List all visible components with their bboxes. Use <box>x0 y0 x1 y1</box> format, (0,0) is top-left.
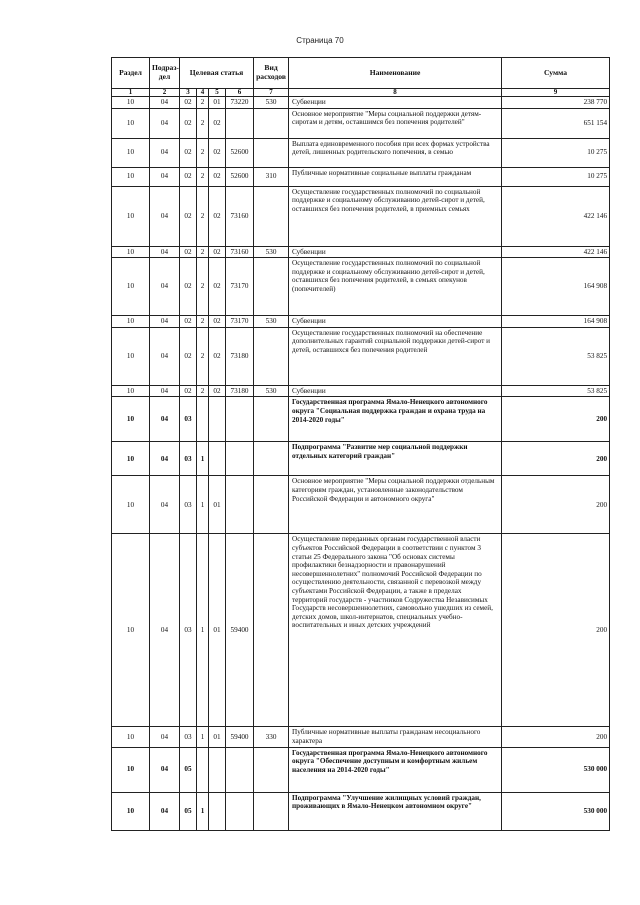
name-cell: Публичные нормативные выплаты гражданам несоциального характера <box>289 727 502 747</box>
event-cell: 02 <box>209 385 226 397</box>
column-number: 3 <box>180 89 197 97</box>
vid-cell <box>254 186 289 246</box>
vid-cell <box>254 747 289 792</box>
podrazdel-cell: 04 <box>150 186 180 246</box>
event-cell <box>209 442 226 476</box>
amount-cell: 200 <box>502 534 610 727</box>
direction-cell: 73170 <box>226 258 254 316</box>
amount-cell: 10 275 <box>502 138 610 167</box>
vid-cell <box>254 327 289 385</box>
subprogram-cell: 2 <box>197 138 209 167</box>
direction-cell: 73170 <box>226 316 254 328</box>
amount-cell: 164 908 <box>502 258 610 316</box>
razdel-cell: 10 <box>112 108 150 138</box>
vid-cell: 530 <box>254 316 289 328</box>
table-row <box>112 727 610 747</box>
event-cell: 02 <box>209 186 226 246</box>
direction-cell: 73180 <box>226 327 254 385</box>
vid-cell <box>254 476 289 534</box>
program-cell: 03 <box>180 397 197 442</box>
amount-cell: 200 <box>502 727 610 747</box>
table-row <box>112 246 610 258</box>
header-razdel: Раздел <box>112 58 150 89</box>
subprogram-cell: 2 <box>197 108 209 138</box>
razdel-cell: 10 <box>112 97 150 109</box>
page-header: Страница 70 <box>296 36 344 45</box>
direction-cell: 73220 <box>226 97 254 109</box>
direction-cell <box>226 108 254 138</box>
name-cell: Основное мероприятие "Меры социальной поддержки отдельным категориям граждан, установленные законодательством Российской Федерации и автономного округа" <box>289 476 502 534</box>
razdel-cell: 10 <box>112 246 150 258</box>
direction-cell: 59400 <box>226 534 254 727</box>
name-cell: Осуществление государственных полномочий на обеспечение дополнительных гарантий социальной поддержки детей-сирот и детей, оставшихся без попечения родителей <box>289 327 502 385</box>
razdel-cell: 10 <box>112 327 150 385</box>
direction-cell: 73160 <box>226 186 254 246</box>
program-cell: 02 <box>180 138 197 167</box>
table-row <box>112 167 610 186</box>
amount-cell: 238 770 <box>502 97 610 109</box>
program-cell: 02 <box>180 108 197 138</box>
amount-cell: 530 000 <box>502 792 610 830</box>
amount-cell: 53 825 <box>502 385 610 397</box>
vid-cell: 530 <box>254 385 289 397</box>
subprogram-cell: 1 <box>197 442 209 476</box>
vid-cell <box>254 442 289 476</box>
program-cell: 02 <box>180 258 197 316</box>
podrazdel-cell: 04 <box>150 258 180 316</box>
name-cell: Подпрограмма "Развитие мер социальной поддержки отдельных категорий граждан" <box>289 442 502 476</box>
name-cell: Осуществление государственных полномочий по социальной поддержке и социальному обслуживанию детей-сирот и детей, оставшихся без попечения родителей, в приемных семьях <box>289 186 502 246</box>
subprogram-cell: 2 <box>197 258 209 316</box>
event-cell: 01 <box>209 534 226 727</box>
name-cell: Субвенции <box>289 316 502 328</box>
column-number: 5 <box>209 89 226 97</box>
vid-cell: 530 <box>254 97 289 109</box>
amount-cell: 200 <box>502 476 610 534</box>
podrazdel-cell: 04 <box>150 97 180 109</box>
header-celevaya-statya: Целевая статья <box>180 58 254 89</box>
subprogram-cell: 2 <box>197 385 209 397</box>
column-number: 6 <box>226 89 254 97</box>
podrazdel-cell: 04 <box>150 792 180 830</box>
vid-cell: 330 <box>254 727 289 747</box>
table-row <box>112 747 610 792</box>
name-cell: Государственная программа Ямало-Ненецкого автономного округа "Социальная поддержка граждан и охрана труда на 2014-2020 годы" <box>289 397 502 442</box>
razdel-cell: 10 <box>112 316 150 328</box>
name-cell: Подпрограмма "Улучшение жилищных условий граждан, проживающих в Ямало-Ненецком автономном округе" <box>289 792 502 830</box>
event-cell <box>209 397 226 442</box>
amount-cell: 651 154 <box>502 108 610 138</box>
podrazdel-cell: 04 <box>150 534 180 727</box>
event-cell: 02 <box>209 316 226 328</box>
header-podrazdel: Подраз- дел <box>150 58 180 89</box>
table-row <box>112 476 610 534</box>
table-row <box>112 792 610 830</box>
budget-table <box>111 57 610 831</box>
subprogram-cell: 2 <box>197 316 209 328</box>
name-cell: Выплата единовременного пособия при всех формах устройства детей, лишенных родительского попечения, в семью <box>289 138 502 167</box>
subprogram-cell: 2 <box>197 246 209 258</box>
header-summa: Сумма <box>502 58 610 89</box>
razdel-cell: 10 <box>112 534 150 727</box>
direction-cell <box>226 397 254 442</box>
name-cell: Осуществление государственных полномочий по социальной поддержке и социальному обслуживанию детей-сирот и детей, оставшихся без попечения родителей, в семьях опекунов (попечителей) <box>289 258 502 316</box>
vid-cell <box>254 258 289 316</box>
razdel-cell: 10 <box>112 397 150 442</box>
podrazdel-cell: 04 <box>150 747 180 792</box>
podrazdel-cell: 04 <box>150 108 180 138</box>
subprogram-cell: 1 <box>197 792 209 830</box>
vid-cell <box>254 534 289 727</box>
program-cell: 03 <box>180 476 197 534</box>
amount-cell: 422 146 <box>502 186 610 246</box>
name-cell: Государственная программа Ямало-Ненецкого автономного округа "Обеспечение доступным и комфортным жильем населения на 2014-2020 годы" <box>289 747 502 792</box>
event-cell: 02 <box>209 138 226 167</box>
event-cell: 01 <box>209 727 226 747</box>
direction-cell: 52600 <box>226 167 254 186</box>
amount-cell: 200 <box>502 442 610 476</box>
razdel-cell: 10 <box>112 258 150 316</box>
amount-cell: 530 000 <box>502 747 610 792</box>
razdel-cell: 10 <box>112 747 150 792</box>
subprogram-cell: 1 <box>197 727 209 747</box>
podrazdel-cell: 04 <box>150 167 180 186</box>
podrazdel-cell: 04 <box>150 246 180 258</box>
table-row <box>112 138 610 167</box>
header-vid-rashodov: Вид расходов <box>254 58 289 89</box>
column-number: 2 <box>150 89 180 97</box>
subprogram-cell: 1 <box>197 476 209 534</box>
header-row <box>112 58 610 89</box>
program-cell: 02 <box>180 316 197 328</box>
amount-cell: 53 825 <box>502 327 610 385</box>
direction-cell <box>226 747 254 792</box>
direction-cell: 52600 <box>226 138 254 167</box>
razdel-cell: 10 <box>112 138 150 167</box>
razdel-cell: 10 <box>112 442 150 476</box>
podrazdel-cell: 04 <box>150 316 180 328</box>
program-cell: 05 <box>180 747 197 792</box>
subprogram-cell: 1 <box>197 534 209 727</box>
podrazdel-cell: 04 <box>150 397 180 442</box>
event-cell: 01 <box>209 476 226 534</box>
event-cell: 02 <box>209 327 226 385</box>
name-cell: Публичные нормативные социальные выплаты гражданам <box>289 167 502 186</box>
program-cell: 05 <box>180 792 197 830</box>
razdel-cell: 10 <box>112 167 150 186</box>
vid-cell: 310 <box>254 167 289 186</box>
table-row <box>112 108 610 138</box>
event-cell <box>209 747 226 792</box>
table-row <box>112 186 610 246</box>
program-cell: 02 <box>180 186 197 246</box>
program-cell: 02 <box>180 246 197 258</box>
podrazdel-cell: 04 <box>150 476 180 534</box>
subprogram-cell: 2 <box>197 97 209 109</box>
table-row <box>112 385 610 397</box>
razdel-cell: 10 <box>112 792 150 830</box>
direction-cell <box>226 476 254 534</box>
header-naimenovanie: Наименование <box>289 58 502 89</box>
podrazdel-cell: 04 <box>150 727 180 747</box>
table-row <box>112 316 610 328</box>
table-row <box>112 534 610 727</box>
table-row <box>112 97 610 109</box>
razdel-cell: 10 <box>112 476 150 534</box>
table-row <box>112 397 610 442</box>
event-cell: 02 <box>209 246 226 258</box>
event-cell: 02 <box>209 167 226 186</box>
event-cell: 02 <box>209 258 226 316</box>
name-cell: Осуществление переданных органам государственной власти субъектов Российской Федерации в соответствии с пунктом 3 статьи 25 Федерального закона "Об основах системы профилактики безнадзорности и правонарушений несовершеннолетних" полномочий Российской Федерации по осуществлению деятельности, связанной с перевозкой между субъектами Российской Федерации, а также в пределах территорий государств - участников Содружества Независимых Государств несовершеннолетних, самовольно ушедших из семей, детских домов, школ-интернатов, специальных учебно-воспитательных и иных детских учреждений <box>289 534 502 727</box>
program-cell: 02 <box>180 327 197 385</box>
subprogram-cell: 2 <box>197 327 209 385</box>
name-cell: Основное мероприятие "Меры социальной поддержки детям-сиротам и детям, оставшимся без попечения родителей" <box>289 108 502 138</box>
subprogram-cell: 2 <box>197 186 209 246</box>
name-cell: Субвенции <box>289 97 502 109</box>
podrazdel-cell: 04 <box>150 442 180 476</box>
vid-cell <box>254 792 289 830</box>
column-number: 4 <box>197 89 209 97</box>
table-body <box>112 97 610 831</box>
table-row <box>112 258 610 316</box>
podrazdel-cell: 04 <box>150 327 180 385</box>
program-cell: 02 <box>180 167 197 186</box>
direction-cell: 59400 <box>226 727 254 747</box>
column-number: 8 <box>289 89 502 97</box>
podrazdel-cell: 04 <box>150 138 180 167</box>
razdel-cell: 10 <box>112 385 150 397</box>
table-row <box>112 442 610 476</box>
amount-cell: 422 146 <box>502 246 610 258</box>
column-number: 9 <box>502 89 610 97</box>
program-cell: 02 <box>180 385 197 397</box>
program-cell: 03 <box>180 727 197 747</box>
direction-cell <box>226 442 254 476</box>
vid-cell <box>254 108 289 138</box>
razdel-cell: 10 <box>112 727 150 747</box>
program-cell: 03 <box>180 442 197 476</box>
table-row <box>112 327 610 385</box>
program-cell: 02 <box>180 97 197 109</box>
direction-cell: 73180 <box>226 385 254 397</box>
amount-cell: 10 275 <box>502 167 610 186</box>
direction-cell: 73160 <box>226 246 254 258</box>
column-number: 1 <box>112 89 150 97</box>
event-cell: 02 <box>209 108 226 138</box>
column-number: 7 <box>254 89 289 97</box>
event-cell: 01 <box>209 97 226 109</box>
amount-cell: 200 <box>502 397 610 442</box>
subprogram-cell <box>197 747 209 792</box>
column-number-row <box>112 89 610 97</box>
vid-cell: 530 <box>254 246 289 258</box>
razdel-cell: 10 <box>112 186 150 246</box>
program-cell: 03 <box>180 534 197 727</box>
name-cell: Субвенции <box>289 246 502 258</box>
subprogram-cell: 2 <box>197 167 209 186</box>
name-cell: Субвенции <box>289 385 502 397</box>
subprogram-cell <box>197 397 209 442</box>
vid-cell <box>254 138 289 167</box>
direction-cell <box>226 792 254 830</box>
amount-cell: 164 908 <box>502 316 610 328</box>
event-cell <box>209 792 226 830</box>
vid-cell <box>254 397 289 442</box>
podrazdel-cell: 04 <box>150 385 180 397</box>
